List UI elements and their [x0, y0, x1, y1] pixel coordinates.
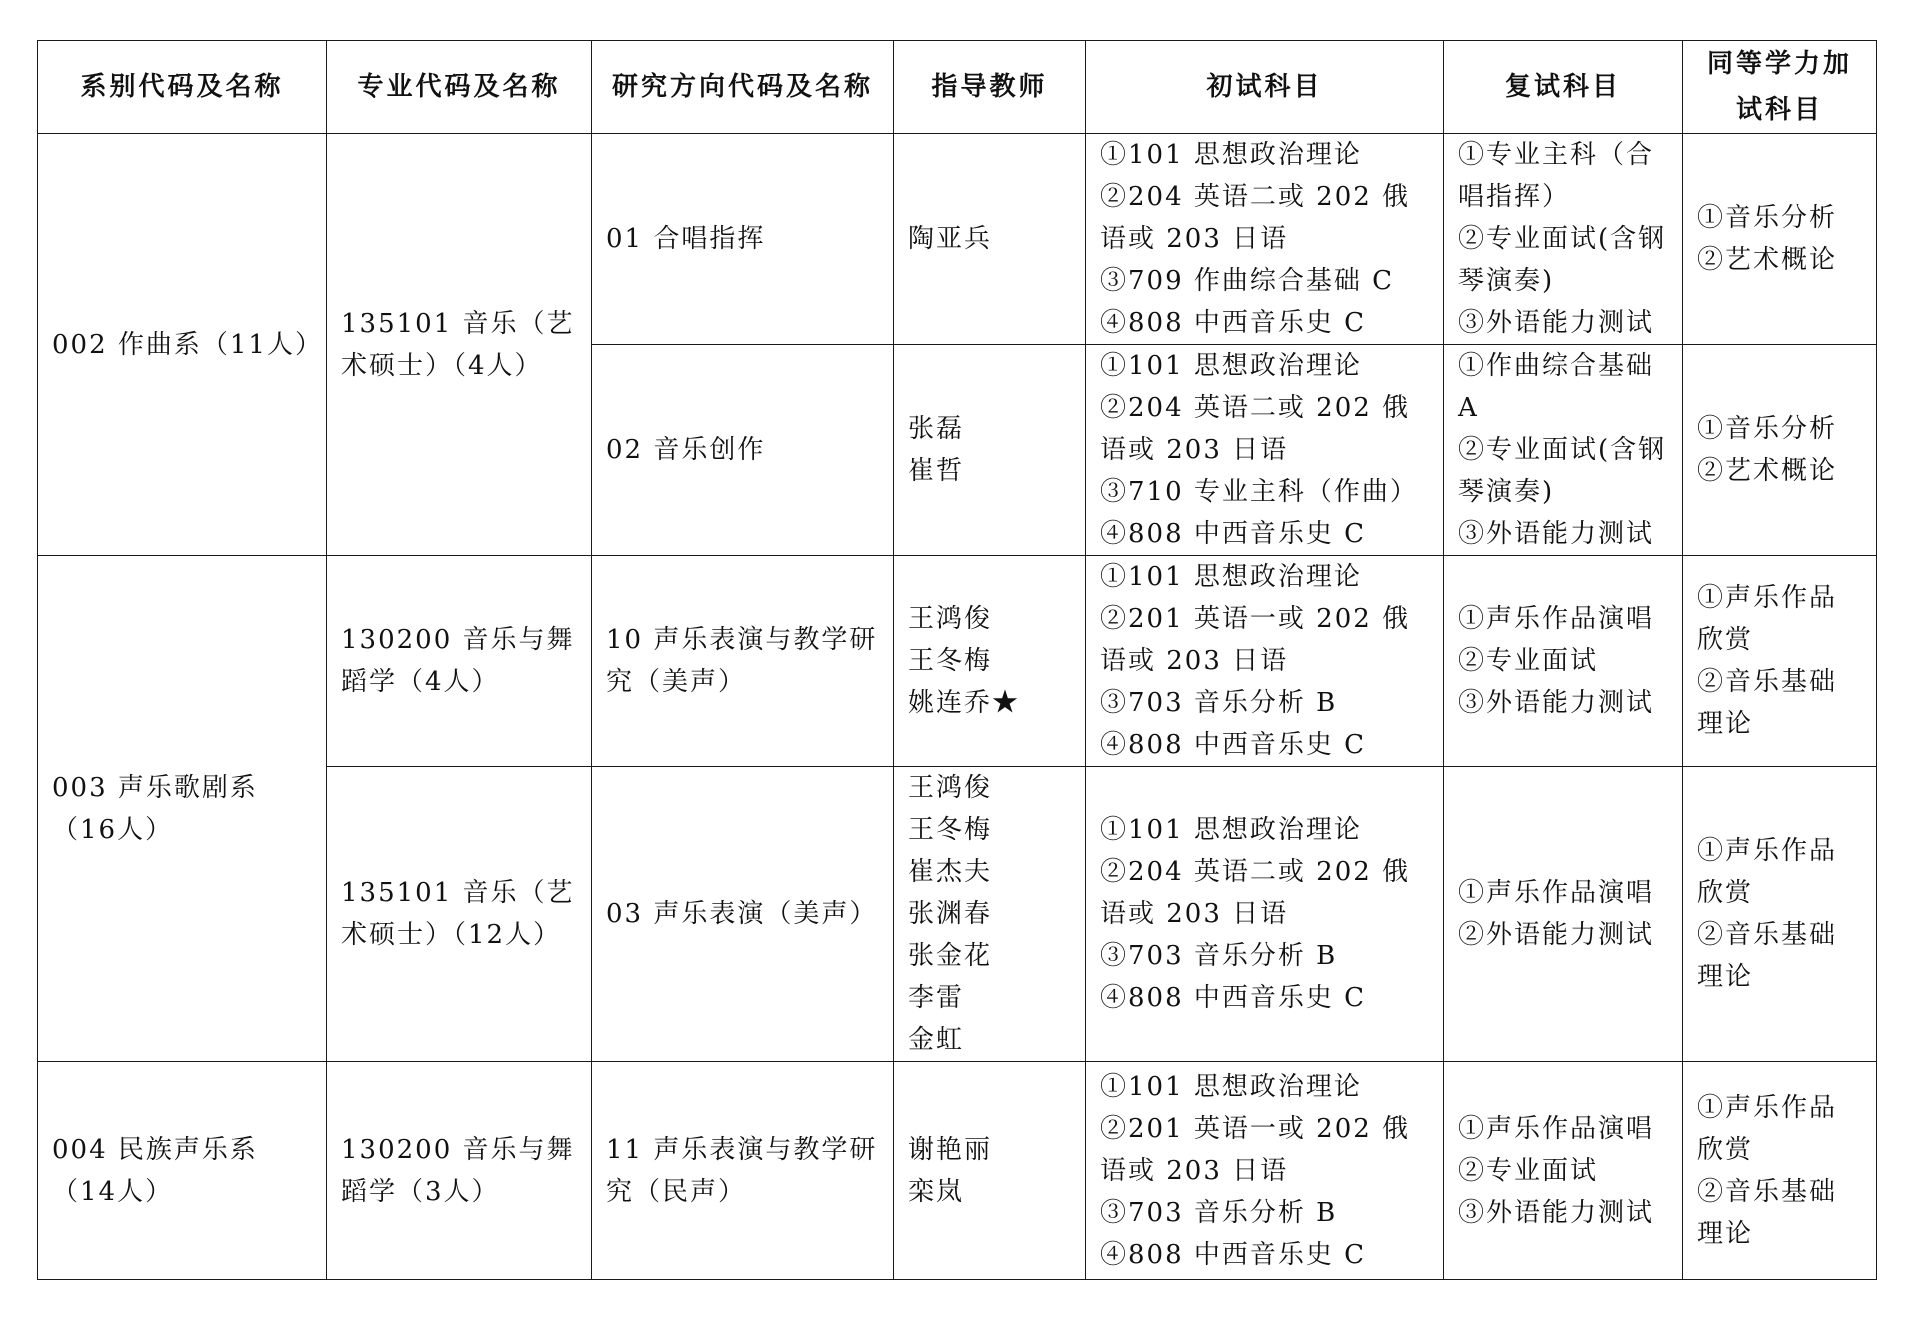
exam-subject: ②204 英语二或 202 俄语或 203 日语: [1100, 857, 1411, 929]
extra-subjects-cell: [1683, 134, 1877, 345]
extra-subjects-cell: [1683, 767, 1877, 1062]
retest-subjects-cell: [1444, 767, 1683, 1062]
header-row: [38, 41, 1877, 134]
retest-subject: ②外语能力测试: [1458, 920, 1655, 950]
extra-subject: ①声乐作品欣赏: [1697, 836, 1838, 908]
table-row: [38, 556, 1877, 767]
exam-subject: ④808 中西音乐史 C: [1100, 308, 1367, 338]
exam-subject: ④808 中西音乐史 C: [1100, 983, 1367, 1013]
direction-cell: 11 声乐表演与教学研究（民声）: [592, 1062, 894, 1280]
advisor-name: 王冬梅: [908, 646, 993, 676]
exam-subjects-cell: [1086, 345, 1444, 556]
advisor-name: 王鸿俊: [908, 604, 993, 634]
advisor-name: 王冬梅: [908, 815, 993, 845]
advisor-name: 金虹: [908, 1025, 965, 1055]
advisor-name: 王鸿俊: [908, 773, 993, 803]
extra-subject: ①音乐分析: [1697, 203, 1838, 233]
major-cell: 130200 音乐与舞蹈学（4人）: [327, 556, 592, 767]
extra-subject: ②音乐基础理论: [1697, 920, 1838, 992]
advisor-name: 张金花: [908, 941, 993, 971]
exam-subject: ②201 英语一或 202 俄语或 203 日语: [1100, 1113, 1411, 1186]
exam-subjects-cell: [1086, 556, 1444, 767]
advisor-name: 崔哲: [908, 456, 965, 486]
extra-subjects-cell: [1683, 1062, 1877, 1280]
direction-cell: 02 音乐创作: [592, 345, 894, 556]
retest-subject: ①作曲综合基础 A: [1458, 351, 1655, 423]
direction-cell: 01 合唱指挥: [592, 134, 894, 345]
retest-subjects-cell: [1444, 345, 1683, 556]
retest-subject: ①声乐作品演唱: [1458, 604, 1655, 634]
exam-subjects-cell: [1086, 767, 1444, 1062]
table-row: [38, 1062, 1877, 1280]
retest-subject: ③外语能力测试: [1458, 688, 1655, 718]
major-cell: 130200 音乐与舞蹈学（3人）: [327, 1062, 592, 1280]
exam-subject: ③703 音乐分析 B: [1100, 941, 1338, 971]
header-retest-subjects: 复试科目: [1444, 41, 1683, 134]
advisor-cell: [894, 345, 1086, 556]
exam-subject: ①101 思想政治理论: [1100, 562, 1362, 592]
exam-subject: ①101 思想政治理论: [1100, 815, 1362, 845]
advisor-name: 陶亚兵: [908, 224, 993, 254]
header-extra-subjects: 同等学力加试科目: [1683, 41, 1877, 134]
advisor-name: 崔杰夫: [908, 857, 993, 887]
retest-subject: ③外语能力测试: [1458, 519, 1655, 549]
retest-subjects-cell: [1444, 134, 1683, 345]
major-cell: 135101 音乐（艺术硕士）（4人）: [327, 134, 592, 556]
extra-subject: ②音乐基础理论: [1697, 1176, 1838, 1249]
exam-subject: ④808 中西音乐史 C: [1100, 730, 1367, 760]
header-direction: 研究方向代码及名称: [592, 41, 894, 134]
retest-subject: ②专业面试(含钢琴演奏): [1458, 224, 1667, 296]
extra-subject: ②艺术概论: [1697, 456, 1838, 486]
advisor-cell: [894, 556, 1086, 767]
exam-subject: ③703 音乐分析 B: [1100, 1197, 1338, 1228]
advisor-name: 栾岚: [908, 1176, 965, 1207]
extra-subject: ①声乐作品欣赏: [1697, 1092, 1838, 1165]
advisor-name: 李雷: [908, 983, 965, 1013]
admissions-table: [37, 40, 1877, 1280]
direction-cell: 10 声乐表演与教学研究（美声）: [592, 556, 894, 767]
major-cell: 135101 音乐（艺术硕士）（12人）: [327, 767, 592, 1062]
retest-subjects-cell: [1444, 1062, 1683, 1280]
exam-subject: ②201 英语一或 202 俄语或 203 日语: [1100, 604, 1411, 676]
department-cell: 003 声乐歌剧系（16人）: [38, 556, 327, 1062]
advisor-cell: [894, 134, 1086, 345]
extra-subject: ①声乐作品欣赏: [1697, 583, 1838, 655]
header-department: 系别代码及名称: [38, 41, 327, 134]
retest-subject: ①声乐作品演唱: [1458, 878, 1655, 908]
exam-subject: ③710 专业主科（作曲）: [1100, 477, 1418, 507]
exam-subjects-cell: [1086, 134, 1444, 345]
advisor-name: 谢艳丽: [908, 1134, 993, 1165]
exam-subject: ①101 思想政治理论: [1100, 351, 1362, 381]
advisor-name: 张磊: [908, 414, 965, 444]
extra-subjects-cell: [1683, 556, 1877, 767]
header-exam-subjects: 初试科目: [1086, 41, 1444, 134]
retest-subject: ①声乐作品演唱: [1458, 1113, 1655, 1144]
advisor-name: 张渊春: [908, 899, 993, 929]
advisor-cell: [894, 767, 1086, 1062]
exam-subject: ②204 英语二或 202 俄语或 203 日语: [1100, 393, 1411, 465]
exam-subject: ③703 音乐分析 B: [1100, 688, 1338, 718]
retest-subject: ②专业面试: [1458, 646, 1599, 676]
exam-subjects-cell: [1086, 1062, 1444, 1280]
exam-subject: ②204 英语二或 202 俄语或 203 日语: [1100, 182, 1411, 254]
department-cell: 002 作曲系（11人）: [38, 134, 327, 556]
advisor-name: 姚连乔★: [908, 688, 1021, 718]
extra-subject: ②艺术概论: [1697, 245, 1838, 275]
table-row: [38, 134, 1877, 345]
advisor-cell: [894, 1062, 1086, 1280]
exam-subject: ④808 中西音乐史 C: [1100, 1239, 1367, 1270]
exam-subject: ③709 作曲综合基础 C: [1100, 266, 1395, 296]
retest-subject: ②专业面试(含钢琴演奏): [1458, 435, 1667, 507]
header-major: 专业代码及名称: [327, 41, 592, 134]
exam-subject: ①101 思想政治理论: [1100, 140, 1362, 170]
extra-subject: ①音乐分析: [1697, 414, 1838, 444]
exam-subject: ④808 中西音乐史 C: [1100, 519, 1367, 549]
extra-subjects-cell: [1683, 345, 1877, 556]
retest-subject: ③外语能力测试: [1458, 1197, 1655, 1228]
retest-subject: ③外语能力测试: [1458, 308, 1655, 338]
retest-subjects-cell: [1444, 556, 1683, 767]
direction-cell: 03 声乐表演（美声）: [592, 767, 894, 1062]
department-cell: 004 民族声乐系（14人）: [38, 1062, 327, 1280]
retest-subject: ②专业面试: [1458, 1155, 1599, 1186]
exam-subject: ①101 思想政治理论: [1100, 1071, 1362, 1102]
header-advisor: 指导教师: [894, 41, 1086, 134]
retest-subject: ①专业主科（合唱指挥）: [1458, 140, 1655, 212]
extra-subject: ②音乐基础理论: [1697, 667, 1838, 739]
